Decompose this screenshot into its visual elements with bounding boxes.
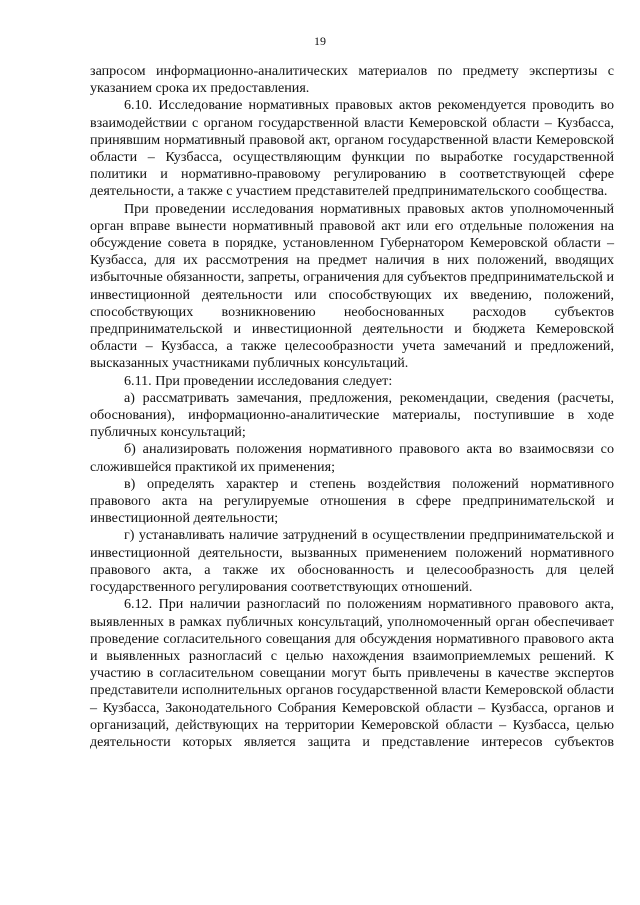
body-text: [90, 63, 614, 751]
paragraph-council-discussion: При проведении исследования нормативных правовых актов уполномоченный орган вправе вынести нормативный правовой акт или его отдельные положения на обсуждение совета в порядке, установленном Губернатором Кемеровской области – Кузбасса, для их рассмотрения на предмет наличия в них положений, вводящих избыточные обязанности, запреты, ограничения для субъектов предпринимательской и инвестиционной деятельности или способствующих их введению, положений, способствующих возникновению необоснованных расходов субъектов предпринимательской и инвестиционной деятельности и бюджета Кемеровской области – Кузбасса, а также целесообразности учета замечаний и предложений, высказанных участниками публичных консультаций.: [90, 200, 614, 372]
paragraph-continuation: запросом информационно-аналитических материалов по предмету экспертизы с указанием срока их предоставления.: [90, 63, 614, 97]
list-item-v: в) определять характер и степень воздействия положений нормативного правового акта на регулируемые отношения в сфере предпринимательской и инвестиционной деятельности;: [90, 475, 614, 527]
list-item-a: а) рассматривать замечания, предложения, рекомендации, сведения (расчеты, обоснования), информационно-аналитические материалы, поступившие в ходе публичных консультаций;: [90, 389, 614, 441]
list-item-g: г) устанавливать наличие затруднений в осуществлении предпринимательской и инвестиционной деятельности, вызванных применением положений нормативного правового акта, а также их обоснованность и целесообразность для целей государственного регулирования соответствующих отношений.: [90, 527, 614, 596]
paragraph-6-12: 6.12. При наличии разногласий по положениям нормативного правового акта, выявленных в рамках публичных консультаций, уполномоченный орган обеспечивает проведение согласительного совещания для обсуждения нормативного правового акта и выявленных разногласий с целью нахождения взаимоприемлемых решений. К участию в согласительном совещании могут быть привлечены в качестве экспертов представители исполнительных органов государственной власти Кемеровской области – Кузбасса, Законодательного Собрания Кемеровской области – Кузбасса, органов и организаций, действующих на территории Кемеровской области – Кузбасса, целью деятельности которых является защита и представление интересов субъектов: [90, 596, 614, 750]
list-item-b: б) анализировать положения нормативного правового акта во взаимосвязи со сложившейся практикой их применения;: [90, 441, 614, 475]
paragraph-6-10: 6.10. Исследование нормативных правовых актов рекомендуется проводить во взаимодействии с органом государственной власти Кемеровской области – Кузбасса, принявшим нормативный правовой акт, органом государственной власти Кемеровской области – Кузбасса, осуществляющим функции по выработке государственной политики и нормативно-правовому регулированию в соответствующей сфере деятельности, а также с участием представителей предпринимательского сообщества.: [90, 97, 614, 200]
page-number: 19: [314, 34, 326, 48]
paragraph-6-11: 6.11. При проведении исследования следует:: [124, 372, 393, 389]
